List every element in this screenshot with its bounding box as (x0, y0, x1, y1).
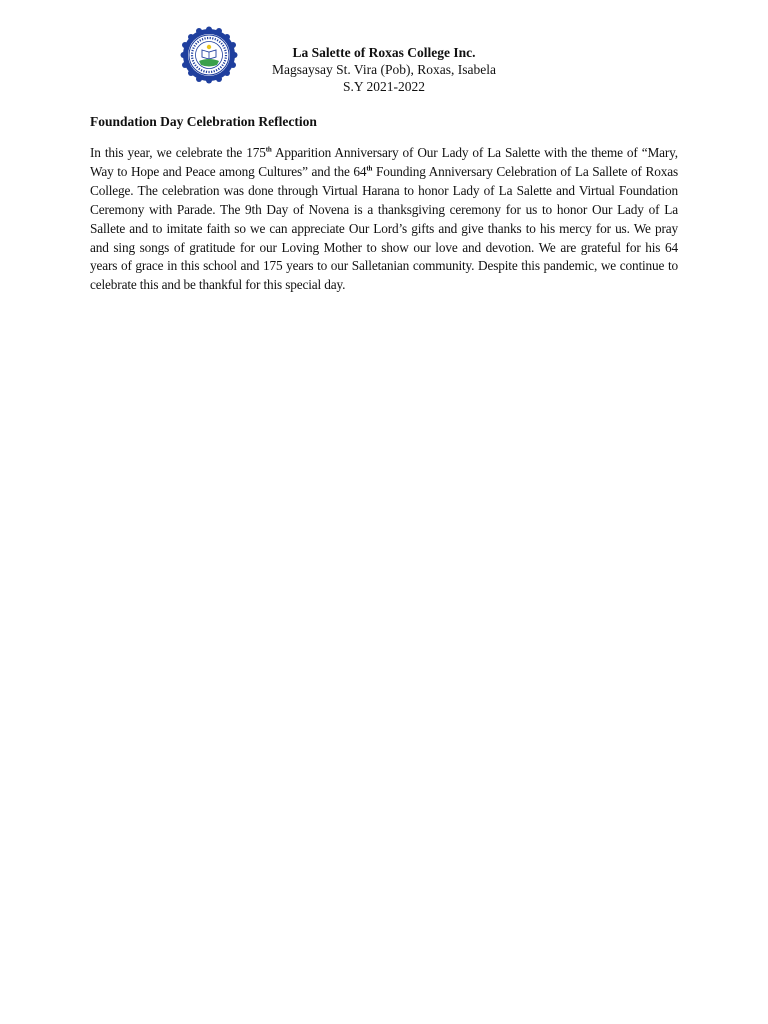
paragraph-text-2: Apparition Anniversary of Our Lady of La Salette with the theme of “Mary, Way to Hope and Peace among Cultures” and the 64 (90, 145, 678, 179)
document-header (230, 44, 538, 95)
school-address: Magsaysay St. Vira (Pob), Roxas, Isabela (272, 62, 496, 77)
paragraph-text-3: Founding Anniversary Celebration of La Sallete of Roxas College. The celebration was done through Virtual Harana to honor Lady of La Salette and Virtual Foundation Ceremony with Parade. The 9th Day of Novena is a thanksgiving ceremony for us to honor Our Lady of La Sallete and to imitate faith so we can appreciate Our Lord’s gifts and give thanks to his mercy for us. We pray and sing songs of gratitude for our Loving Mother to show our love and devotion. We are grateful for his 64 years of grace in this school and 175 years to our Salletanian community. Despite this pandemic, we continue to celebrate this and be thankful for this special day. (90, 163, 678, 293)
ordinal-suffix-2: th (366, 164, 373, 173)
paragraph-text-1: In this year, we celebrate the 175 (90, 145, 266, 160)
school-name: La Salette of Roxas College Inc. (292, 45, 476, 60)
document-title: Foundation Day Celebration Reflection (90, 114, 317, 129)
school-year: S.Y 2021-2022 (342, 79, 425, 94)
reflection-paragraph (90, 144, 678, 295)
ordinal-suffix-1: th (265, 145, 272, 154)
